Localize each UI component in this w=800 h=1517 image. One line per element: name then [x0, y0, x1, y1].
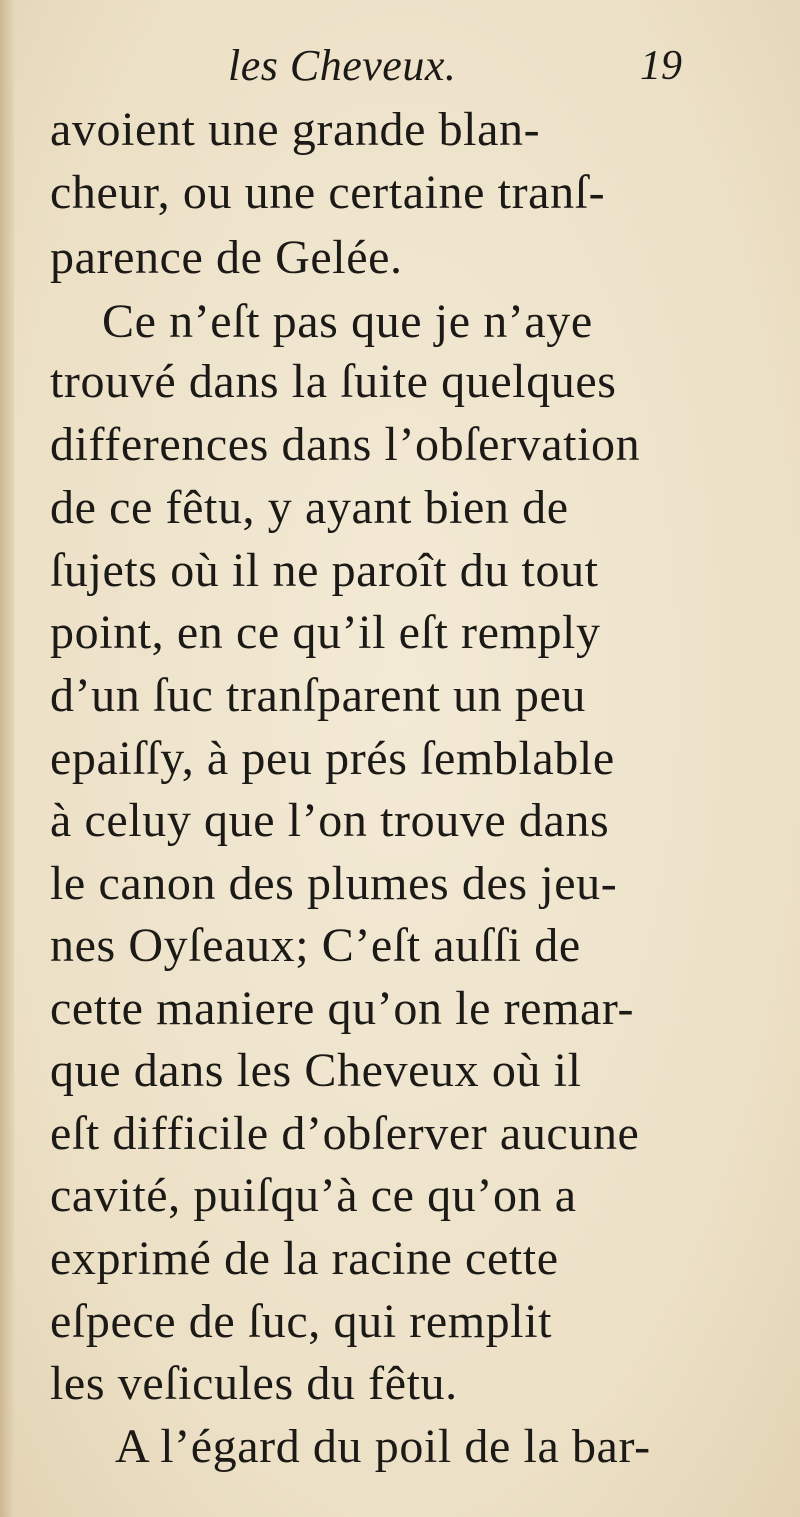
page-number: 19	[640, 43, 682, 89]
text-line: que dans les Cheveux où il	[50, 1044, 582, 1097]
text-line: les veſicules du fêtu.	[50, 1357, 458, 1410]
text-line: trouvé dans la ſuite quelques	[50, 355, 617, 408]
text-line: epaiſſy, à peu prés ſemblable	[50, 732, 615, 785]
text-line: A l’égard du poil de la bar-	[115, 1420, 651, 1473]
text-line: differences dans l’obſervation	[50, 418, 641, 471]
text-line: avoient une grande blan-	[50, 103, 541, 156]
text-line: le canon des plumes des jeu-	[50, 857, 618, 910]
text-line: eſt difficile d’obſerver aucune	[50, 1107, 640, 1160]
text-line: d’un ſuc tranſparent un peu	[50, 669, 587, 722]
text-line: point, en ce qu’il eſt remply	[50, 606, 601, 659]
text-line: eſpece de ſuc, qui remplit	[50, 1295, 553, 1348]
text-line: nes Oyſeaux; C’eſt auſſi de	[50, 919, 581, 972]
text-line: Ce n’eſt pas que je n’aye	[102, 295, 593, 348]
running-title: les Cheveux.	[228, 41, 457, 90]
text-line: parence de Gelée.	[50, 231, 403, 284]
text-line: cette maniere qu’on le remar-	[50, 982, 635, 1035]
text-line: cheur, ou une certaine tranſ-	[50, 166, 606, 219]
text-line: de ce fêtu, y ayant bien de	[50, 481, 569, 534]
text-line: à celuy que l’on trouve dans	[50, 794, 610, 847]
text-line: cavité, puiſqu’à ce qu’on a	[50, 1169, 577, 1222]
page-left-edge	[0, 0, 14, 1517]
text-line: ſujets où il ne paroît du tout	[50, 544, 599, 597]
text-line: exprimé de la racine cette	[50, 1232, 559, 1285]
